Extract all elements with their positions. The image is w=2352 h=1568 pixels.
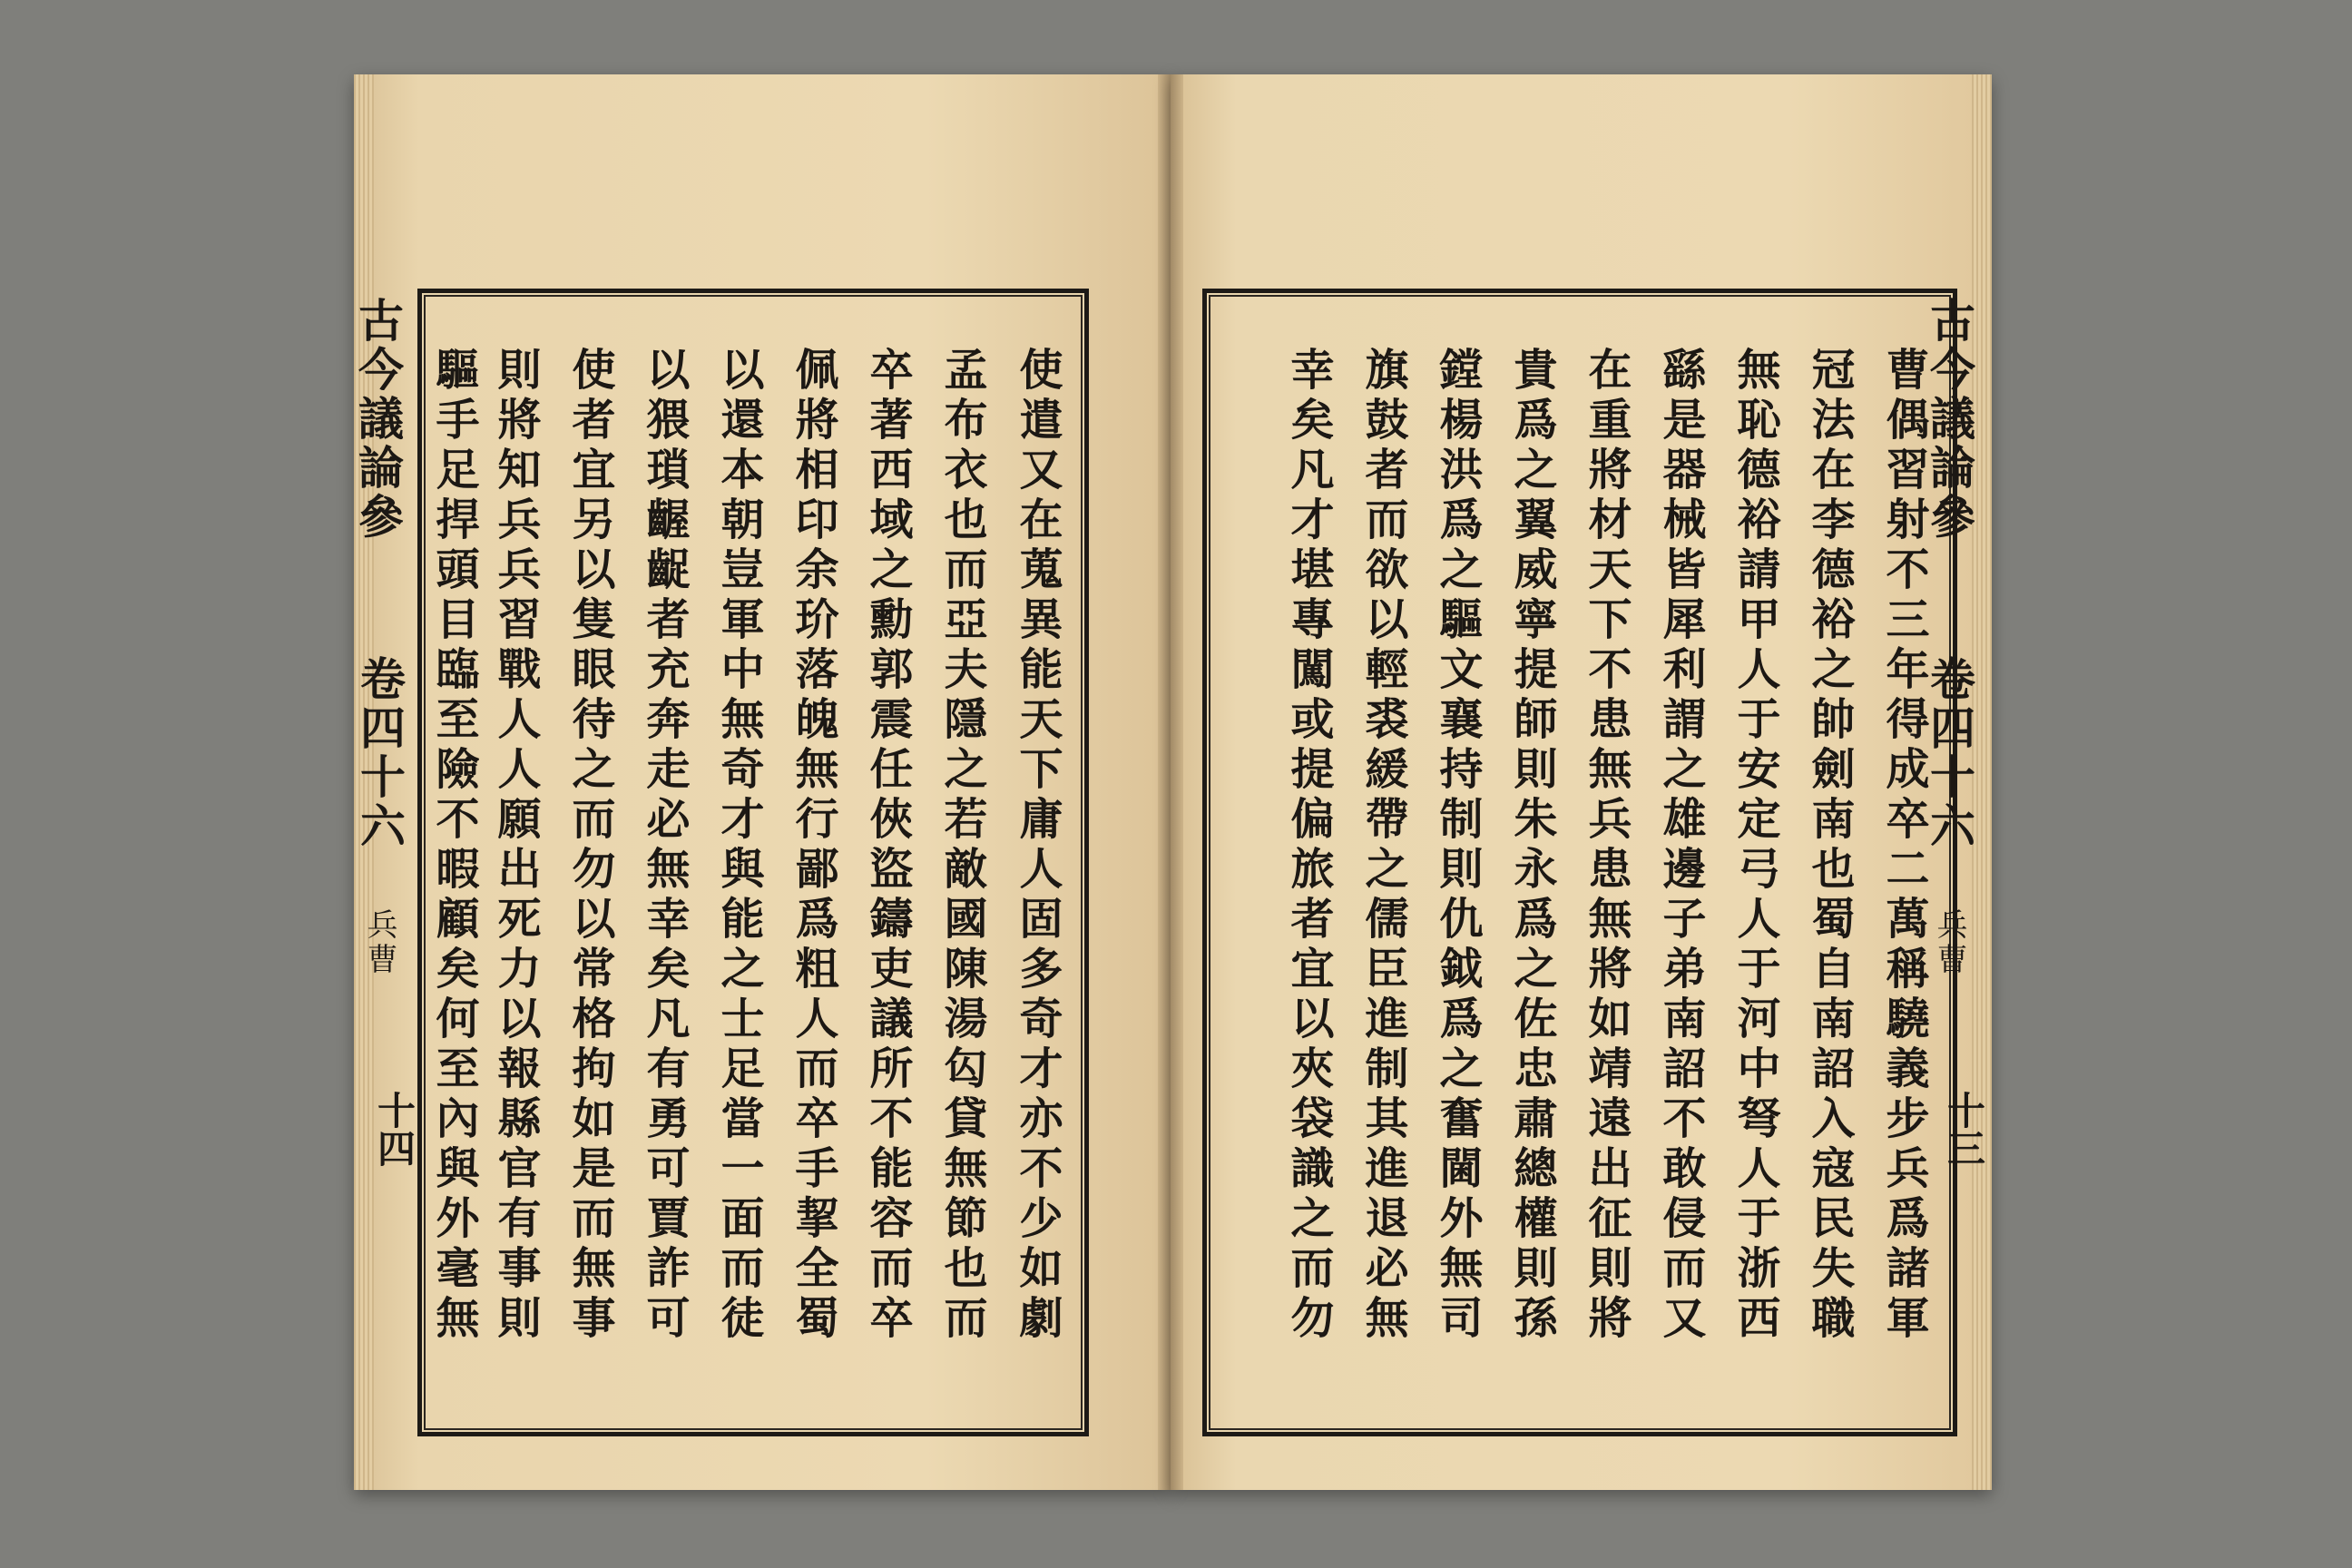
right-column-1: 曹偶習射不三年得成卒二萬稱驍義步兵爲諸軍 — [1878, 347, 1929, 1345]
left-column-7: 使者宜另以隻眼待之而勿以常格拘如是而無事 — [564, 347, 615, 1345]
right-column-7: 鏜楊洪爲之驅文襄持制則仇鉞爲之奮閫外無司 — [1432, 347, 1483, 1345]
right-margin-title — [1923, 297, 1982, 542]
right-margin-volume-text: 卷四十六 — [1923, 655, 1976, 851]
left-column-5: 以還本朝豈軍中無奇才與能之士足當一面而徒 — [713, 347, 764, 1345]
left-margin-section: 兵曹 — [361, 908, 397, 977]
right-margin-volume — [1923, 655, 1982, 977]
right-column-2: 冠法在李德裕之帥劍南也蜀自南詔入寇民失職 — [1804, 347, 1855, 1345]
left-column-9: 驅手足捍頭目臨至險不暇顧矣何至內與外毫無 — [428, 347, 479, 1345]
left-folio: 十四 — [372, 1091, 416, 1167]
left-margin-book-title: 古今議論參 — [351, 297, 405, 542]
right-margin-book-title: 古今議論參 — [1923, 297, 1976, 542]
right-column-6: 貴爲之翼威寧提師則朱永爲之佐忠肅總權則孫 — [1506, 347, 1557, 1345]
right-column-8: 旗鼓者而欲以輕裘緩帶之儒臣進制其進退必無 — [1357, 347, 1408, 1345]
right-column-4: 繇是器械皆犀利謂之雄邊子弟南詔不敢侵而又 — [1655, 347, 1706, 1345]
right-column-3: 無恥德裕請甲人于安定弓人于河中弩人于浙西 — [1730, 347, 1780, 1345]
right-folio: 十三 — [1942, 1091, 1986, 1167]
left-column-3: 卒著西域之勳郭震任俠盜鑄吏議所不能容而卒 — [862, 347, 913, 1345]
left-page — [351, 74, 1171, 1490]
left-column-6: 以猥瑣齷齪者充奔走必無幸矣凡有勇可賈詐可 — [639, 347, 690, 1345]
left-column-4: 佩將相印余玠落魄無行鄙爲粗人而卒手挈全蜀 — [788, 347, 838, 1345]
left-column-8: 則將知兵兵習戰人人願出死力以報縣官有事則 — [490, 347, 541, 1345]
left-margin-title — [351, 297, 410, 542]
right-column-5: 在重將材天下不患無兵患無將如靖遠出征則將 — [1581, 347, 1632, 1345]
left-margin-volume-text: 卷四十六 — [353, 655, 407, 851]
left-margin-volume — [353, 655, 412, 977]
right-margin-section: 兵曹 — [1931, 908, 1967, 977]
book-gutter — [1158, 74, 1183, 1490]
left-column-1: 使遣又在蒐異能天下庸人固多奇才亦不少如劇 — [1012, 347, 1063, 1345]
left-column-2: 孟布衣也而亞夫隱之若敵國陳湯匃貸無節也而 — [936, 347, 987, 1345]
open-book — [351, 74, 1992, 1490]
right-column-9: 幸矣凡才堪專闖或提偏旅者宜以夾袋識之而勿 — [1283, 347, 1334, 1345]
